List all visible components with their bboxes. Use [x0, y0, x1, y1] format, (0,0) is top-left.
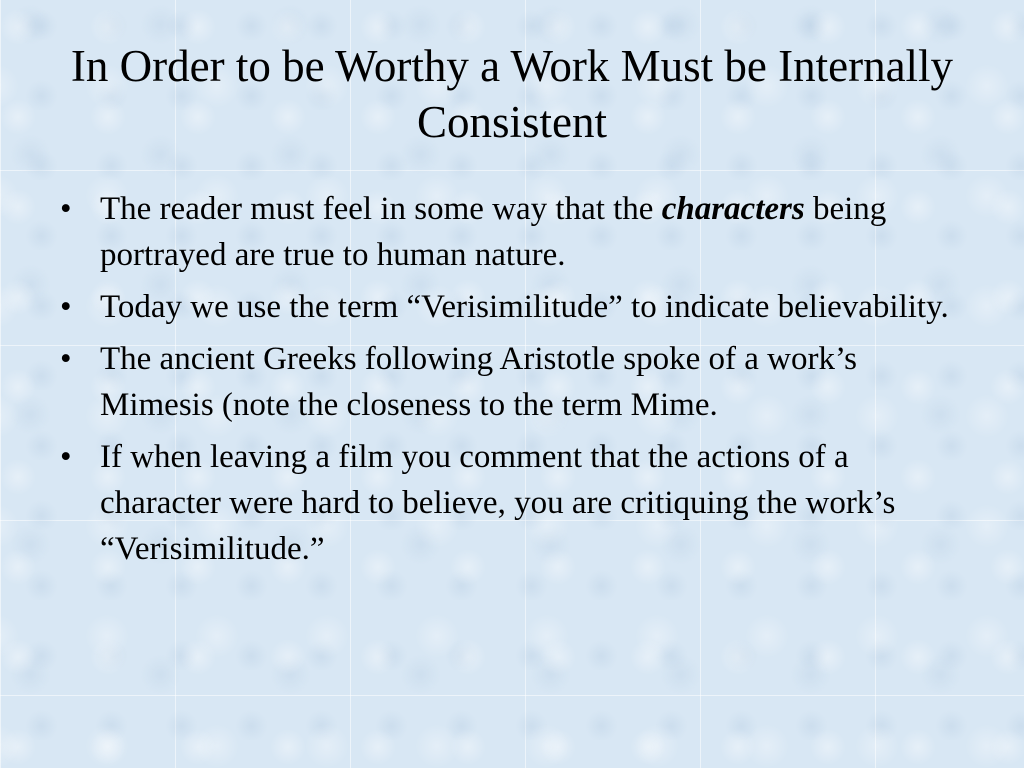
bullet-item — [56, 336, 976, 428]
bullet-text: Today we use the term “Verisimilitude” to indicate believability. — [100, 289, 949, 325]
bullet-icon: • — [60, 341, 72, 377]
bullet-text-emphasis: characters — [661, 191, 805, 227]
bullet-text-before: The reader must feel in some way that the — [100, 191, 662, 227]
bullet-text: The ancient Greeks following Aristotle spoke of a work’s Mimesis (note the closeness to the term Mime. — [100, 341, 857, 423]
bullet-text-after: being portrayed are true to human nature. — [100, 191, 887, 273]
bullet-item — [56, 434, 976, 572]
bullet-icon: • — [60, 191, 72, 227]
slide-title: In Order to be Worthy a Work Must be Internally Consistent — [70, 41, 954, 147]
bullet-text: If when leaving a film you comment that the actions of a character were hard to believe, you are critiquing the work’s “Verisimilitude.” — [100, 439, 896, 567]
bullet-list — [56, 186, 976, 578]
bullet-item — [56, 284, 976, 330]
bullet-icon: • — [60, 439, 72, 475]
bullet-icon: • — [60, 289, 72, 325]
bullet-item — [56, 186, 976, 278]
